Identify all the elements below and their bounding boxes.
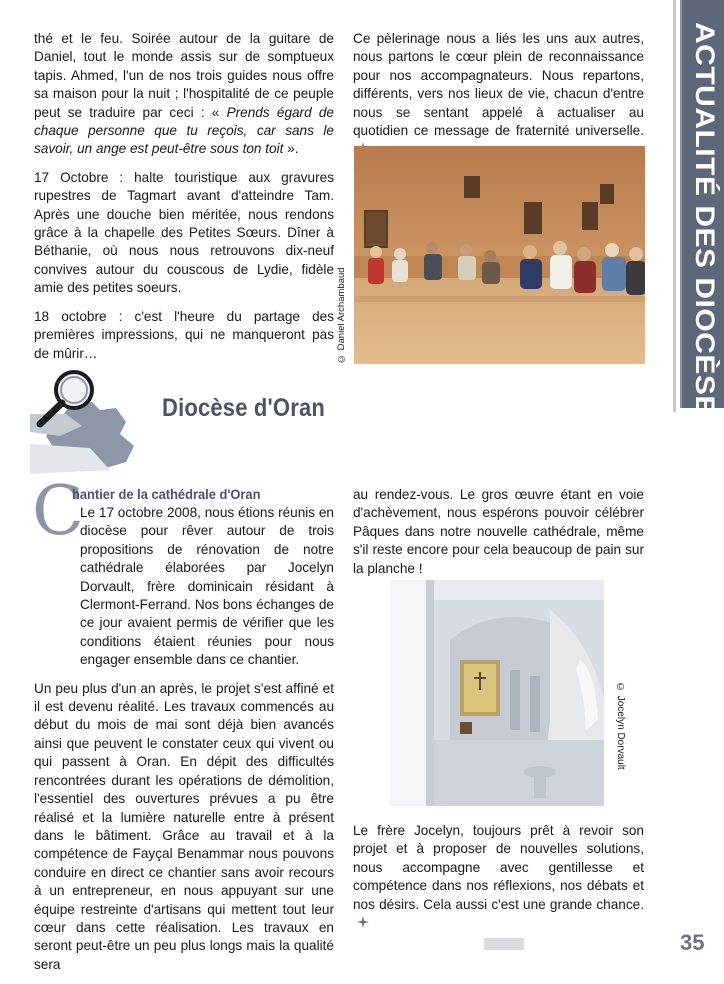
cathedral-rendering-illustration [390,580,604,806]
quote: Prends égard de chaque personne que tu reçois, car sans le savoir, un ange est peut-être sous ton toit [34,104,334,157]
photo-credit: © Daniel Archambaud [336,267,347,364]
text-run: ». [287,141,299,157]
bottom-right-column [353,486,644,588]
paragraph [353,822,644,932]
cathedral-rendering [390,580,604,806]
paragraph: 17 Octobre : halte touristique aux gravures rupestres de Tagmart avant d'atteindre Tam. Après une douche bien méritée, nous rendons grâce à la chapelle des Petites Sœurs. Dîner à Béthanie, où nous nous retrouvons dix-neuf convives autour du couscous de Lydie, fidèle amie des petites soeurs. [34,169,334,296]
paragraph [34,504,334,670]
section-title: ACTUALITÉ DES DIOCÈSES [689,22,720,437]
page-number: 35 [680,930,705,955]
text-run: Le frère Jocelyn, toujours prêt à revoir son projet et à proposer de nouvelles solutions, nous accompagne avec gentillesse et compétence dans nos réflexions, nos débats et nos désirs. Cela aussi c'est une grande chance. [353,823,644,912]
group-photo-illustration [354,146,645,364]
side-banner-band [680,0,724,437]
bottom-right-column-end [353,822,644,942]
top-left-column [34,30,334,373]
photo-credit: © Jocelyn Dorvault [615,682,626,770]
drop-cap: C [32,472,85,551]
paragraph [353,30,644,159]
paragraph: 18 octobre : c'est l'heure du partage des premières impressions, qui ne manqueront pas de mûrir… [34,308,334,361]
magnifier-map-icon [30,366,160,486]
side-banner [673,0,724,437]
text-run: Le 17 octobre 2008, nous étions réunis en diocèse pour rêver autour de trois propositions de rénovation de notre cathédrale élaborées par Jocelyn Dorvault, frère dominicain résidant à Clermont-Ferrand. Nos bons échanges de ce jour avaient permis de vérifier que les conditions étaient réunies pour nous engager ensemble dans ce chantier. [80,505,334,668]
bottom-left-column [34,488,334,984]
diocese-header [30,366,360,486]
sparkle-icon [357,916,369,928]
paragraph: au rendez-vous. Le gros œuvre étant en voie d'achèvement, nous espérons pouvoir célébrer Pâques dans notre nouvelle cathédrale, même s'il reste encore pour cela beaucoup de pain sur la planche ! [353,487,644,576]
article-heading: hantier de la cathédrale d'Oran [72,486,261,502]
diocese-title: Diocèse d'Oran [162,394,325,422]
group-photo [354,146,645,364]
footer-bar [484,938,524,950]
paragraph [34,30,334,159]
paragraph: Un peu plus d'un an après, le projet s'est affiné et il est devenu réalité. Les travaux commencés au début du mois de mai sont déjà bien avancés ainsi que peuvent le constater ceux qui vivent ou qui passent à Oran. En dépit des difficultés rencontrées durant les opérations de démolition, l'essentiel des ouvertures prévues a pu être réalisé et la lumière naturelle entre à présent dans le bâtiment. Grâce au travail et à la compétence de Fayçal Benammar nous pouvons conduire en direct ce chantier sans avoir recours à un entrepreneur, en nous appuyant sur une équipe restreinte d'artisans qui mettent tout leur cœur dans cette réalisation. Les travaux en seront peut-être un peu plus longs mais la qualité sera [34,680,334,972]
text-run: thé et le feu. Soirée autour de la guitare de Daniel, tout le monde assis sur de somptueux tapis. Ahmed, l'un de nos trois guides nous offre sa maison pour la nuit ; l'hospitalité de ce peuple peut se traduire par ceci : « [34,31,334,120]
text-run: Ce pèlerinage nous a liés les uns aux autres, nous partons le cœur plein de reconnaissance pour nos accompagnateurs. Nous repartons, différents, vers nos lieux de vie, chacun d'entre nous se sentant appelé à actualiser au quotidien ce message de fraternité universelle. [353,31,644,139]
